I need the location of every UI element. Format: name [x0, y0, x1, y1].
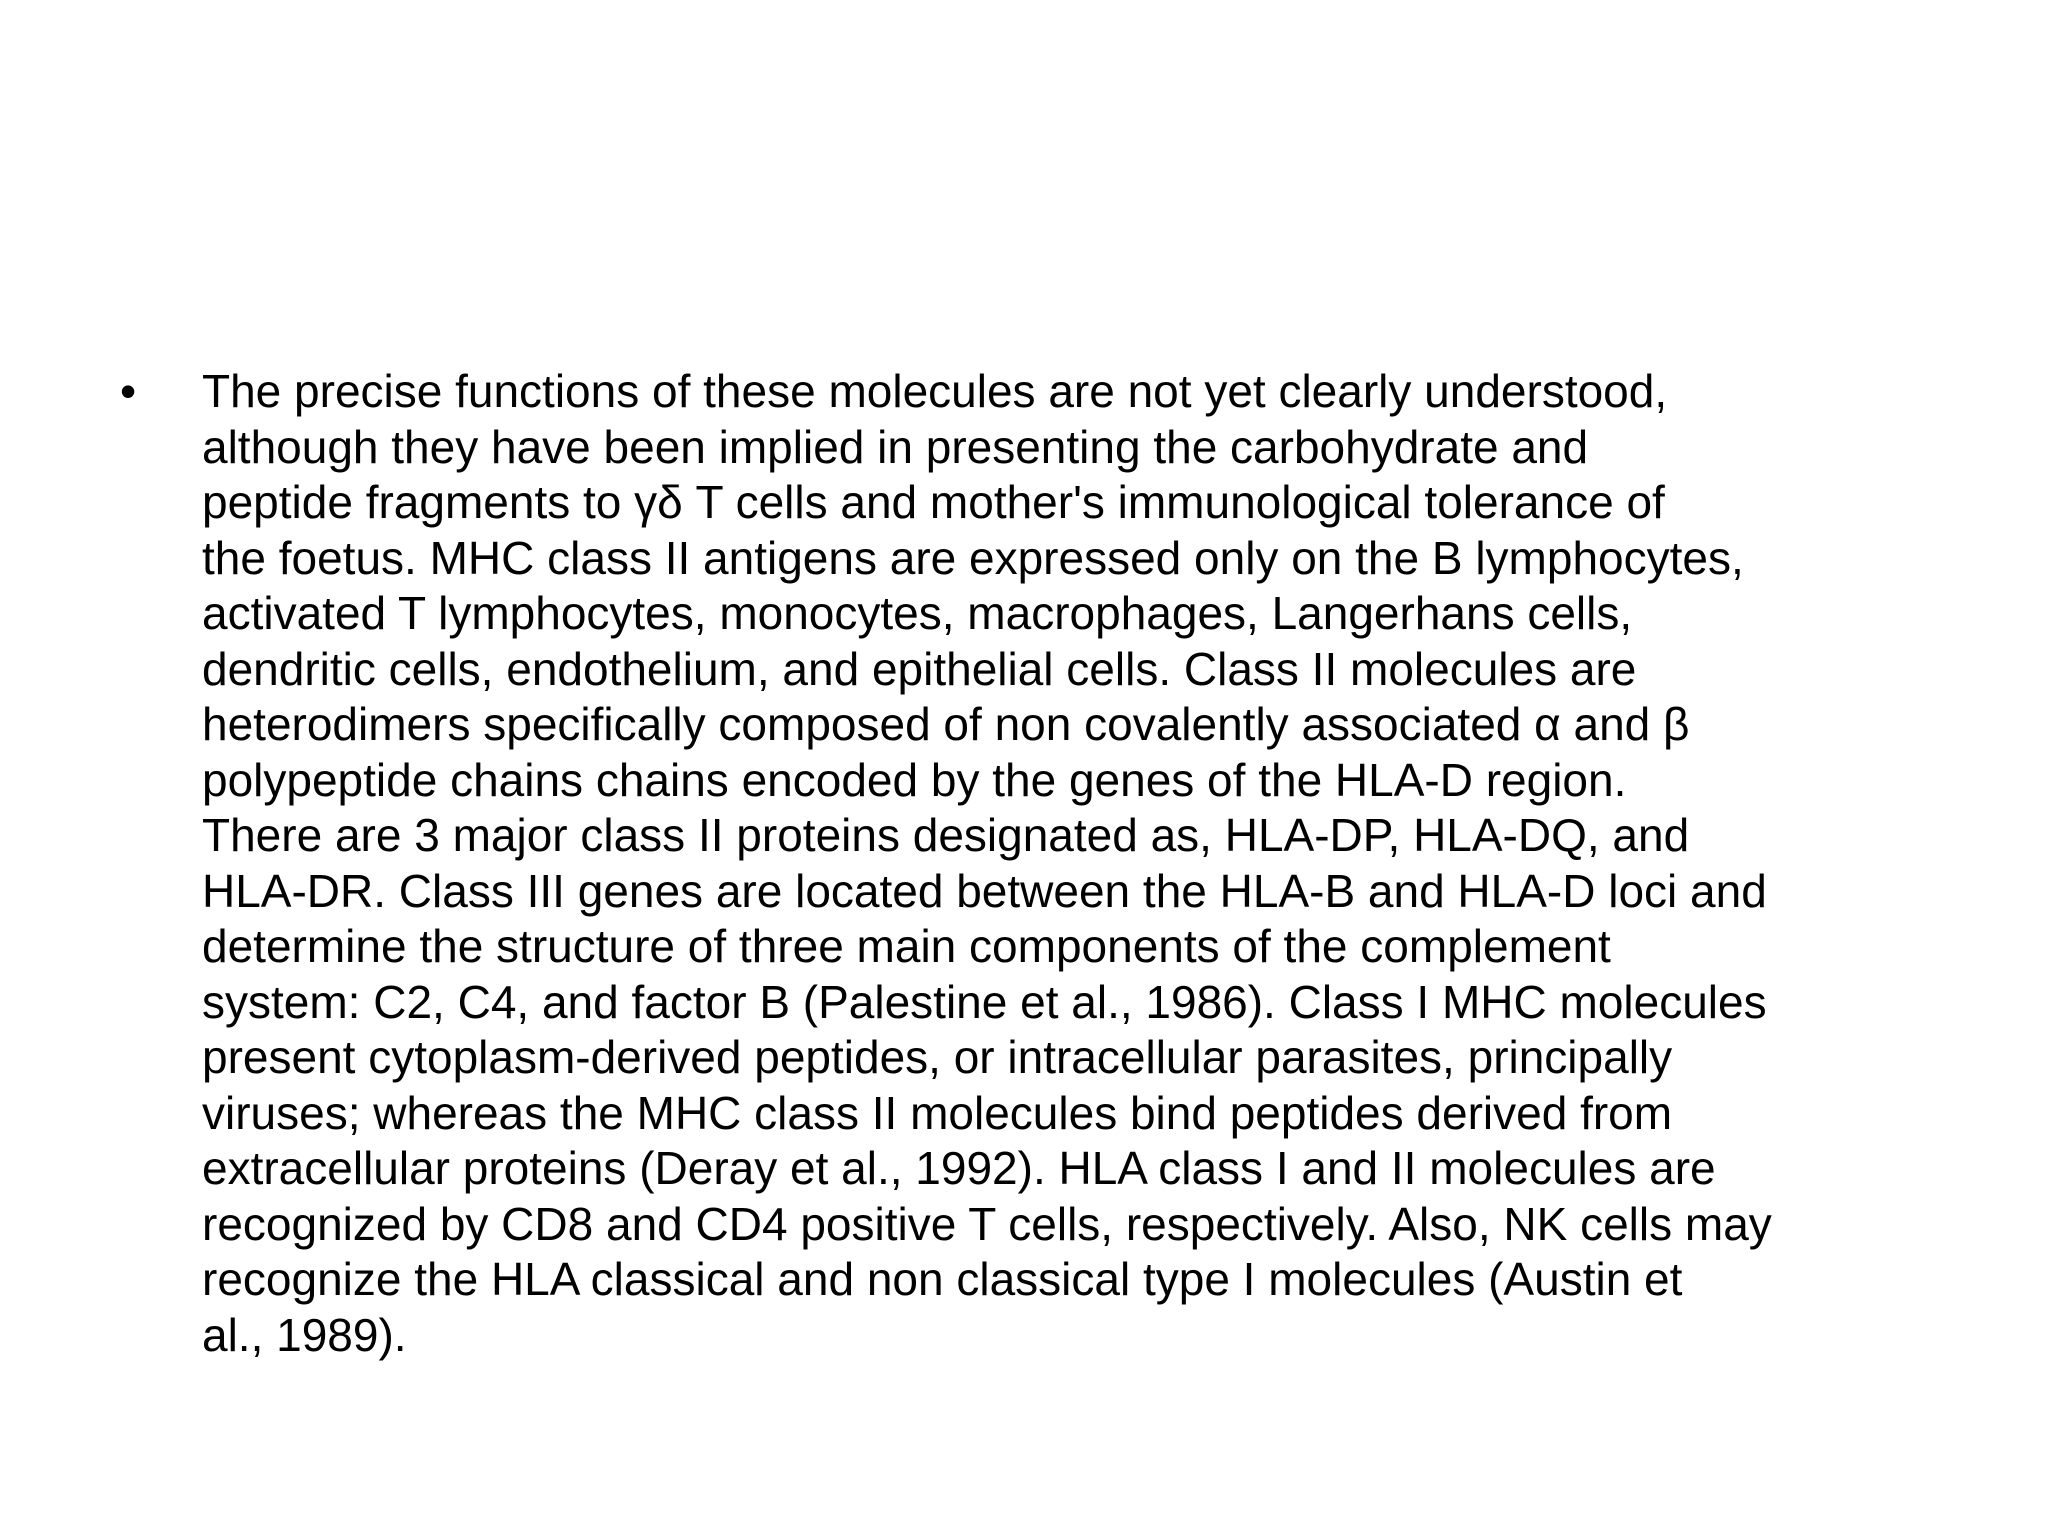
bullet-paragraph	[202, 364, 1772, 1363]
paragraph-line: recognized by CD8 and CD4 positive T cells, respectively. Also, NK cells may	[202, 1197, 1772, 1250]
bullet-item	[120, 364, 2000, 1363]
paragraph-line: The precise functions of these molecules are not yet clearly understood,	[202, 365, 1668, 417]
paragraph-line: dendritic cells, endothelium, and epithelial cells. Class II molecules are	[202, 642, 1637, 695]
paragraph-line: al., 1989).	[202, 1308, 407, 1361]
bullet-dot-icon: •	[120, 365, 137, 417]
paragraph-line: extracellular proteins (Deray et al., 1992). HLA class I and II molecules are	[202, 1142, 1716, 1194]
paragraph-line: present cytoplasm-derived peptides, or intracellular parasites, principally	[202, 1031, 1673, 1083]
paragraph-line: heterodimers specifically composed of non covalently associated α and β	[202, 698, 1690, 750]
paragraph-line: HLA-DR. Class III genes are located between the HLA-B and HLA-D loci and	[202, 864, 1767, 917]
paragraph-line: although they have been implied in presenting the carbohydrate and	[202, 420, 1589, 473]
paragraph-line: the foetus. MHC class II antigens are expressed only on the B lymphocytes,	[202, 531, 1744, 584]
paragraph-line: activated T lymphocytes, monocytes, macrophages, Langerhans cells,	[202, 587, 1633, 639]
paragraph-line: system: C2, C4, and factor B (Palestine et al., 1986). Class I MHC molecules	[202, 975, 1767, 1028]
slide-content	[120, 364, 2000, 1363]
paragraph-line: There are 3 major class II proteins designated as, HLA-DP, HLA-DQ, and	[202, 809, 1690, 861]
paragraph-line: peptide fragments to γδ T cells and mother's immunological tolerance of	[202, 476, 1665, 528]
paragraph-line: polypeptide chains chains encoded by the genes of the HLA-D region.	[202, 753, 1627, 806]
paragraph-line: recognize the HLA classical and non classical type I molecules (Austin et	[202, 1253, 1683, 1305]
paragraph-line: viruses; whereas the MHC class II molecules bind peptides derived from	[202, 1086, 1673, 1139]
paragraph-line: determine the structure of three main components of the complement	[202, 920, 1611, 972]
